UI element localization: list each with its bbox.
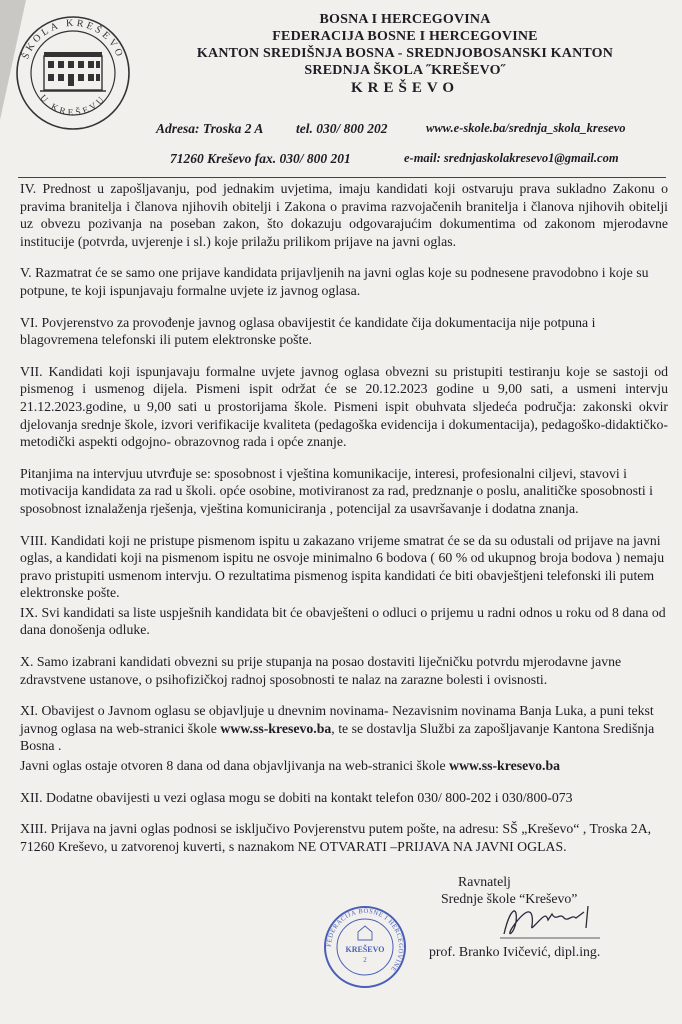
header-federation: FEDERACIJA BOSNE I HERCEGOVINE — [272, 29, 538, 44]
header-school: SREDNJA ŠKOLA ˝KREŠEVO˝ — [304, 63, 506, 78]
signature-title: Ravnatelj — [458, 874, 511, 889]
signature-school: Srednje škole “Kreševo” — [441, 891, 578, 906]
seal-ring-text-bottom: U KREŠEVU — [38, 92, 108, 118]
section-v: V. Razmatrat će se samo one prijave kandidata prijavljenih na javni oglas koje su podnesene pravodobno i koje su potpune, te koji ispunjavaju formalne uvjete iz javnog oglasa. — [20, 265, 649, 298]
section-viii: VIII. Kandidati koji ne pristupe pismenom ispitu u zakazano vrijeme smatrat će se da su odustali od prijave na javni oglas, a kandidati koji na pismenom ispitu ne osvoje minimalno 6 bodova ( 60 % od ukupnog broja bodova ) nemaju pravo pristupiti usmenom intervju. O rezultatima pismenog ispita kandidati će biti obavještjeni telefonski ili putem elektronske pošte. — [20, 532, 665, 601]
school-address: Adresa: Troska 2 A — [156, 121, 264, 136]
school-phone: tel. 030/ 800 202 — [296, 121, 388, 136]
signatory-name: prof. Branko Ivičević, dipl.ing. — [429, 944, 601, 959]
school-city-fax: 71260 Kreševo fax. 030/ 800 201 — [170, 151, 351, 166]
school-site-link: www.ss-kresevo.ba — [220, 720, 332, 736]
school-seal-icon — [14, 14, 132, 132]
document-body — [20, 180, 668, 869]
section-xi — [20, 702, 668, 755]
school-website: www.e-skole.ba/srednja_skola_kresevo — [426, 121, 626, 135]
header-canton: KANTON SREDIŠNJA BOSNA - SREDNJOBOSANSKI KANTON — [196, 46, 614, 61]
handwritten-signature-icon — [496, 898, 606, 942]
section-xi-text-b: , te se dostavlja Službi za zapošljavanje Kantona Središnja Bosna . — [20, 720, 655, 754]
section-x: X. Samo izabrani kandidati obvezni su prije stupanja na posao dostaviti liječničku potvrdu mjerodavne javne zdravstvene ustanove, o psihofizičkoj radnoj sposobnosti te nalaz na zarazne bolesti i ovisnosti. — [20, 654, 622, 687]
svg-text:U KREŠEVU — [38, 93, 107, 118]
section-vi: VI. Povjerenstvo za provođenje javnog oglasa obavijestit će kandidate čija dokumentacija nije potpuna i blagovremena telefonski ili putem elektronske pošte. — [20, 314, 596, 348]
stamp-ring-text: FEDERACIJA BOSNE I HERCEGOVINE — [325, 907, 405, 973]
stamp-center-text: KREŠEVO — [345, 945, 385, 954]
section-xi-open — [20, 757, 668, 775]
seal-ring-text-top: ŠKOLA KREŠEVO — [20, 17, 126, 61]
school-site-link-2: www.ss-kresevo.ba — [449, 758, 561, 774]
section-xii: XII. Dodatne obavijesti u vezi oglasa mogu se dobiti na kontakt telefon 030/ 800-202 i 030/800-073 — [20, 789, 573, 805]
header-country: BOSNA I HERCEGOVINA — [319, 12, 491, 27]
stamp-number: 2 — [363, 956, 367, 964]
header-divider — [18, 177, 666, 178]
section-ix: IX. Svi kandidati sa liste uspješnih kandidata bit će obavješteni o odluci o prijemu u radni odnos u roku od 8 dana od dana donošenja odluke. — [20, 604, 666, 638]
section-vii: VII. Kandidati koji ispunjavaju formalne uvjete javnog oglasa obvezni su pristupiti testiranju koje se sastoji od pismenog i usmenog dijela. Pismeni ispit održat će se 20.12.2023 godine u 9,00 sati, a usmeni intervju 21.12.2023.godine, u 9,00 sati u prostorijama škole. Pismeni ispit obuhvata sljedeća područja: zakonski okvir djelovanja srednje škole, izvori verifikacije kvaliteta (pedagoška evidencija i dokumentacija), pedagoško-didaktičko-metodički aspekti odgojno- obrazovnog rada i opće znanje. — [20, 363, 668, 450]
section-xiii: XIII. Prijava na javni oglas podnosi se isključivo Povjerenstvu putem pošte, na adresu: SŠ „Kreševo“ , Troska 2A, 71260 Kreševo, u zatvorenoj kuverti, s naznakom NE OTVARATI –PRIJAVA NA JAVNI OGLAS. — [20, 821, 652, 854]
section-xi-text-c: Javni oglas ostaje otvoren 8 dana od dana objavljivanja na web-stranici škole — [20, 758, 450, 774]
header-town: KREŠEVO — [350, 80, 460, 96]
section-iv: IV. Prednost u zapošljavanju, pod jednakim uvjetima, imaju kandidati koji ostvaruju prava sukladno Zakonu o pravima branitelja i članova njihovih obitelji i Zakona o pravima razvojačenih branitelja i članova njihovih obitelji uz obvezu pozivanja na poseban zakon, što dokazuju odgovarajućim dokumentima od zakonom mjerodavne institucije (potvrda, uvjerenje i sl.) koje prilažu prilikom prijave na javni oglas. — [20, 181, 668, 249]
school-email: e-mail: srednjaskolakresevo1@gmail.com — [404, 151, 619, 165]
section-vii-interview: Pitanjima na intervjuu utvrđuje se: sposobnost i vještina komunikacije, interesi, profesionalni ciljevi, stavovi i motivacija kandidata za rad u školi. opće osobine, motiviranost za rad, predznanje o poslu, analitičke sposobnosti i sposobnost iznalaženja rješenja, vještina komuniciranja , potencijal za usavršavanje i dodatna znanja. — [20, 465, 653, 516]
official-stamp-icon — [322, 904, 408, 990]
section-xi-text-a: XI. Obavijest o Javnom oglasu se objavljuje u dnevnim novinama- Nezavisnim novinama Banja Luka, a puni tekst javnog oglasa na web-stranici škole — [20, 703, 654, 736]
